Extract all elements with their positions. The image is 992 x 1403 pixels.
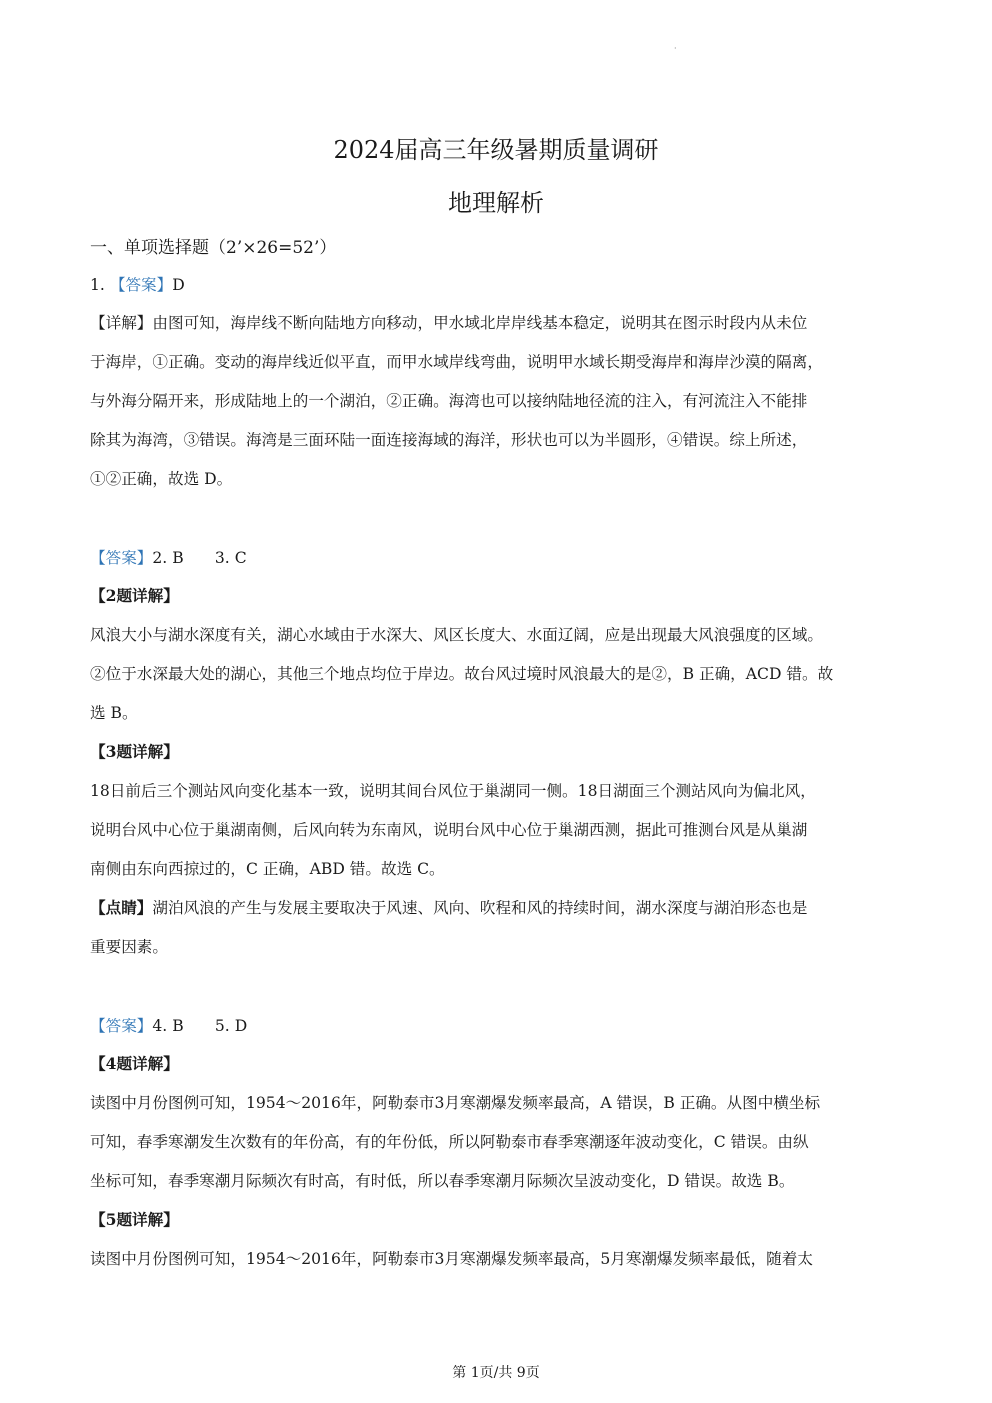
q2-detail-heading: 【2题详解】: [90, 586, 179, 605]
q23-note-label: 【点睛】: [90, 898, 153, 917]
q4-detail-line: 读图中月份图例可知，1954～2016年，阿勒泰市3月寒潮爆发频率最高，A 错误，B 正确。从图中横坐标: [90, 1094, 821, 1112]
q23-note-line: 重要因素。: [90, 938, 168, 956]
q3-detail-line: 南侧由东向西掠过的，C 正确，ABD 错。故选 C。: [90, 860, 445, 878]
page-footer: 第 1页/共 9页: [452, 1365, 540, 1381]
q2-detail-line: ②位于水深最大处的湖心，其他三个地点均位于岸边。故台风过境时风浪最大的是②，B 正确，ACD 错。故: [90, 665, 834, 683]
q5-detail-line: 读图中月份图例可知，1954～2016年，阿勒泰市3月寒潮爆发频率最高，5月寒潮爆发频率最低，随着太: [90, 1250, 813, 1268]
page-subtitle: 地理解析: [448, 189, 544, 217]
q23-note: [90, 896, 807, 918]
page-mark: ·: [674, 44, 677, 53]
q23-answer-value: 2. B 3. C: [152, 549, 247, 567]
q23-answer-label: 【答案】: [90, 549, 153, 567]
q1-detail-line: ①②正确，故选 D。: [90, 470, 233, 488]
q3-detail-heading: 【3题详解】: [90, 742, 179, 761]
q5-detail-heading: 【5题详解】: [90, 1210, 179, 1229]
q1-detail-line: 与外海分隔开来，形成陆地上的一个湖泊，②正确。海湾也可以接纳陆地径流的注入，有河流注入不能排: [90, 392, 808, 410]
q2-detail-line: 选 B。: [90, 704, 138, 722]
q1-answer-label: 【答案】: [109, 276, 173, 294]
section-heading: 一、单项选择题（2’×26=52’）: [90, 238, 337, 258]
q2-detail-line: 风浪大小与湖水深度有关，湖心水域由于水深大、风区长度大、水面辽阔，应是出现最大风浪强度的区域。: [90, 626, 823, 644]
q4-detail-line: 可知，春季寒潮发生次数有的年份高，有的年份低，所以阿勒泰市春季寒潮逐年波动变化，C 错误。由纵: [90, 1133, 809, 1151]
q3-detail-line: 说明台风中心位于巢湖南侧，后风向转为东南风，说明台风中心位于巢湖西测，据此可推测台风是从巢湖: [90, 821, 808, 839]
q1-detail-line: 除其为海湾，③错误。海湾是三面环陆一面连接海域的海洋，形状也可以为半圆形，④错误。综上所述，: [90, 431, 808, 449]
q4-detail-heading: 【4题详解】: [90, 1054, 179, 1073]
q1-detail-line: 于海岸，①正确。变动的海岸线近似平直，而甲水域岸线弯曲，说明甲水域长期受海岸和海岸沙漠的隔离，: [90, 353, 823, 371]
q1-answer-value: D: [172, 276, 185, 294]
page-title: 2024届高三年级暑期质量调研: [333, 136, 659, 164]
q45-answer-label: 【答案】: [90, 1017, 153, 1035]
q23-note-text: 湖泊风浪的产生与发展主要取决于风速、风向、吹程和风的持续时间，湖水深度与湖泊形态也是: [152, 899, 808, 917]
q45-answer: [90, 1014, 247, 1036]
q1-number: 1.: [90, 276, 105, 294]
q1-detail-line: 【详解】由图可知，海岸线不断向陆地方向移动，甲水域北岸岸线基本稳定，说明其在图示时段内从未位: [90, 314, 808, 332]
q3-detail-line: 18日前后三个测站风向变化基本一致，说明其间台风位于巢湖同一侧。18日湖面三个测站风向为偏北风，: [90, 782, 816, 800]
q45-answer-value: 4. B 5. D: [152, 1017, 248, 1035]
q4-detail-line: 坐标可知，春季寒潮月际频次有时高，有时低，所以春季寒潮月际频次呈波动变化，D 错误。故选 B。: [90, 1172, 795, 1190]
q1-answer: [90, 273, 185, 295]
q23-answer: [90, 546, 247, 568]
